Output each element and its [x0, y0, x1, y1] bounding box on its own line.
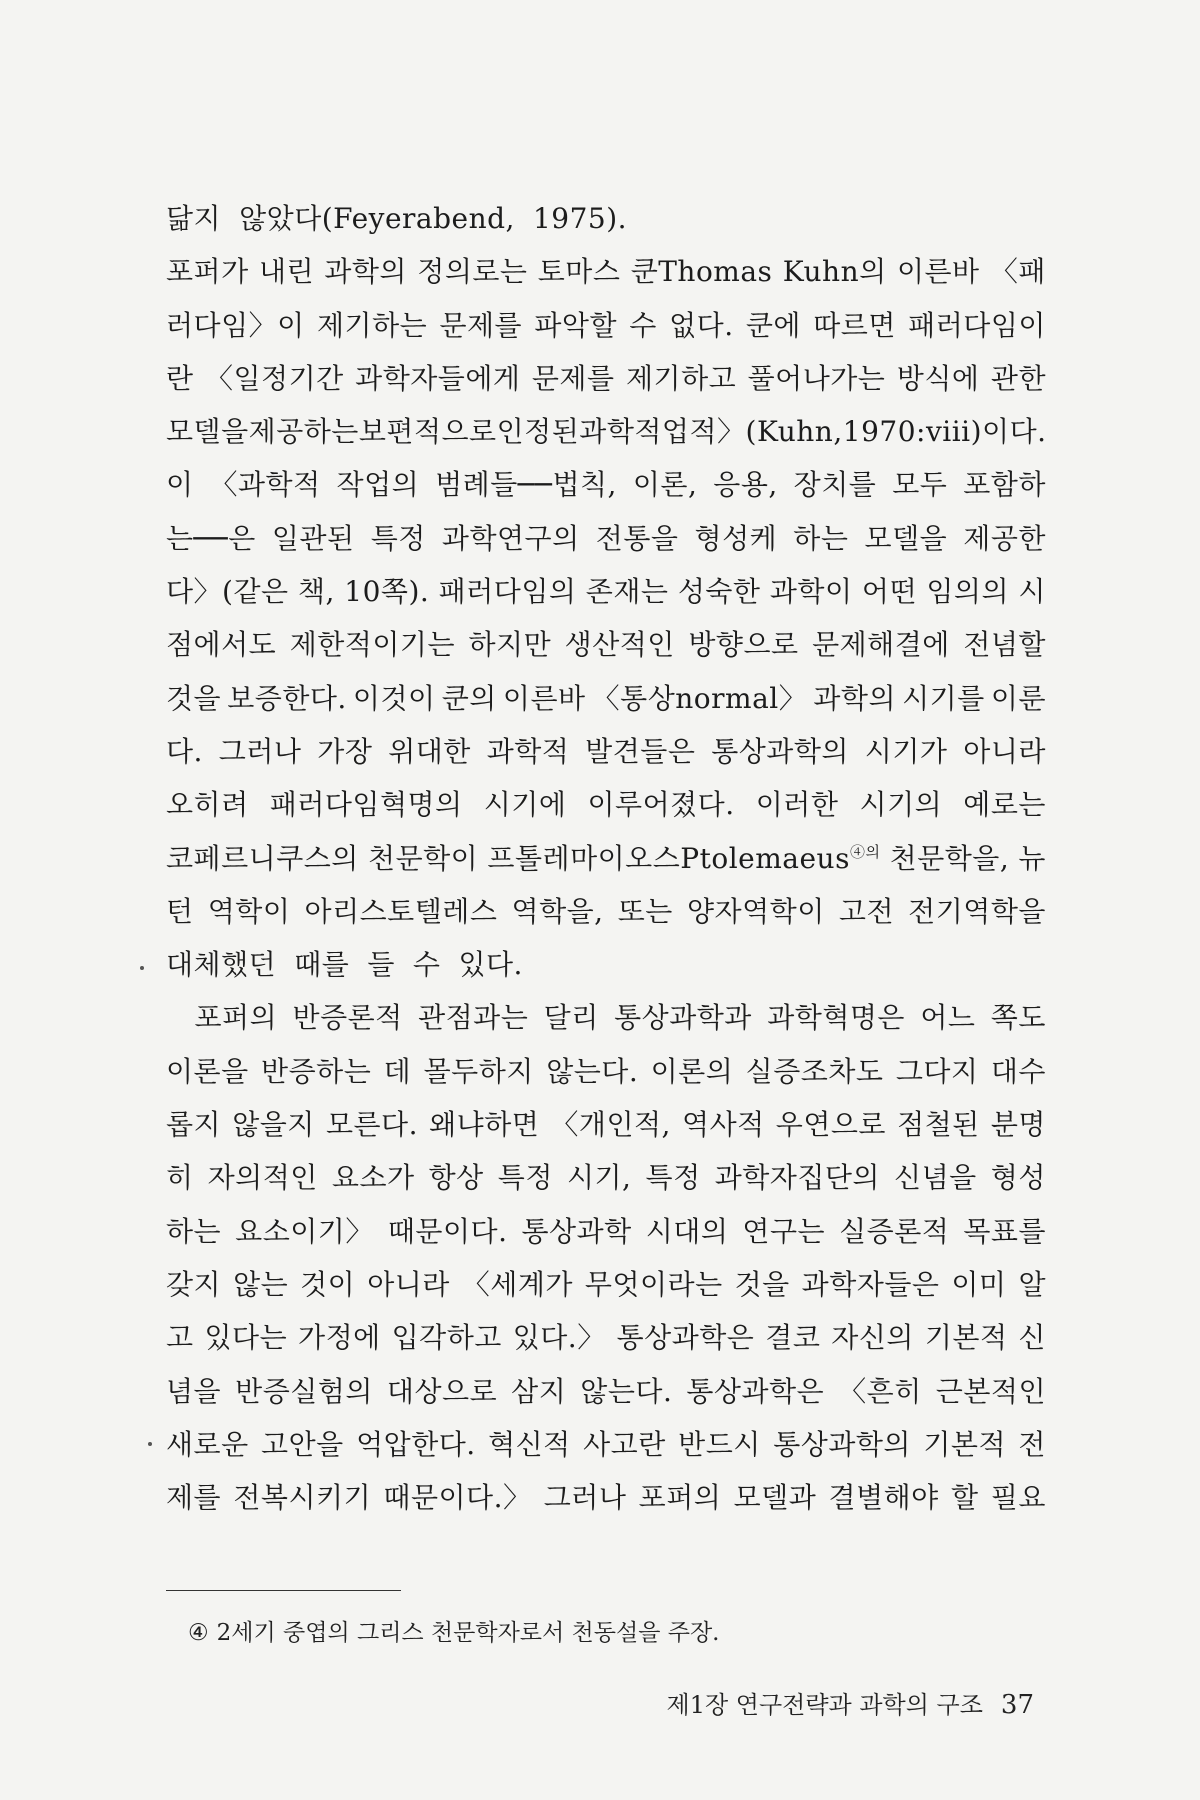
text-line: 닮지 않았다(Feyerabend, 1975). [166, 202, 628, 235]
text-line: 란 〈일정기간 과학자들에게 문제를 제기하고 풀어나가는 방식에 관한 [166, 361, 1046, 395]
text-line: 점에서도 제한적이기는 하지만 생산적인 방향으로 문제해결에 전념할 [166, 628, 1046, 662]
footnote-text: 2세기 중엽의 그리스 천문학자로서 천동설을 주장. [216, 1620, 720, 1646]
text-line: 고 있다는 가정에 입각하고 있다.〉 통상과학은 결코 자신의 기본적 신 [166, 1321, 1046, 1355]
text-line: 것을 보증한다. 이것이 쿤의 이른바 〈통상normal〉 과학의 시기를 이룬 [166, 681, 1046, 715]
footnote-divider [166, 1590, 401, 1591]
text-line: 다. 그러나 가장 위대한 과학적 발견들은 통상과학의 시기가 아니라 [166, 734, 1046, 768]
text-line: 제를 전복시키기 때문이다.〉 그러나 포퍼의 모델과 결별해야 할 필요 [166, 1481, 1046, 1515]
footnote [188, 1618, 720, 1648]
text-line: 포퍼가 내린 과학의 정의로는 토마스 쿤Thomas Kuhn의 이른바 〈패 [166, 255, 1046, 289]
text-line: 히 자의적인 요소가 항상 특정 시기, 특정 과학자집단의 신념을 형성 [166, 1161, 1046, 1195]
text-line: 갖지 않는 것이 아니라 〈세계가 무엇이라는 것을 과학자들은 이미 알 [166, 1267, 1046, 1301]
chapter-title: 제1장 연구전략과 과학의 구조 [666, 1691, 983, 1719]
stray-mark [148, 1442, 152, 1446]
text-line: 대체했던 때를 들 수 있다. [166, 948, 523, 982]
running-footer [667, 1690, 1034, 1720]
text-line: 이론을 반증하는 데 몰두하지 않는다. 이론의 실증조차도 그다지 대수 [166, 1054, 1046, 1088]
text-line: 다〉(같은 책, 10쪽). 패러다임의 존재는 성숙한 과학이 어떤 임의의 시 [166, 575, 1046, 609]
footnote-marker: ④ [188, 1620, 209, 1646]
text-line: 이 〈과학적 작업의 범례들──법칙, 이론, 응용, 장치를 모두 포함하 [166, 468, 1046, 502]
text-line: 포퍼의 반증론적 관점과는 달리 통상과학과 과학혁명은 어느 쪽도 [166, 1001, 1046, 1035]
text-line: 새로운 고안을 억압한다. 혁신적 사고란 반드시 통상과학의 기본적 전 [166, 1427, 1046, 1461]
footnote-reference: 프톨레마이오스Ptolemaeus④의 [487, 841, 881, 875]
text-line: 롭지 않을지 모른다. 왜냐하면 〈개인적, 역사적 우연으로 점철된 분명 [166, 1108, 1046, 1142]
text-line: 오히려 패러다임혁명의 시기에 이루어졌다. 이러한 시기의 예로는 [166, 788, 1046, 822]
text-line: 턴 역학이 아리스토텔레스 역학을, 또는 양자역학이 고전 전기역학을 [166, 894, 1046, 928]
body-text [166, 192, 1046, 1524]
text-line: 러다임〉이 제기하는 문제를 파악할 수 없다. 쿤에 따르면 패러다임이 [166, 308, 1046, 342]
text-line: 하는 요소이기〉 때문이다. 통상과학 시대의 연구는 실증론적 목표를 [166, 1214, 1046, 1248]
text-line: 는──은 일관된 특정 과학연구의 전통을 형성케 하는 모델을 제공한 [166, 521, 1046, 555]
text-line: 모델을 제공하는 보편적으로 인정된 과학적 업적〉(Kuhn, 1970:viii)이다. [166, 415, 1047, 449]
text-line: 코페르니쿠스의 천문학이 프톨레마이오스Ptolemaeus④의 천문학을, 뉴 [166, 832, 1046, 885]
text-line: 념을 반증실험의 대상으로 삼지 않는다. 통상과학은 〈흔히 근본적인 [166, 1374, 1046, 1408]
page-number: 37 [1000, 1690, 1034, 1720]
stray-mark [140, 966, 144, 970]
